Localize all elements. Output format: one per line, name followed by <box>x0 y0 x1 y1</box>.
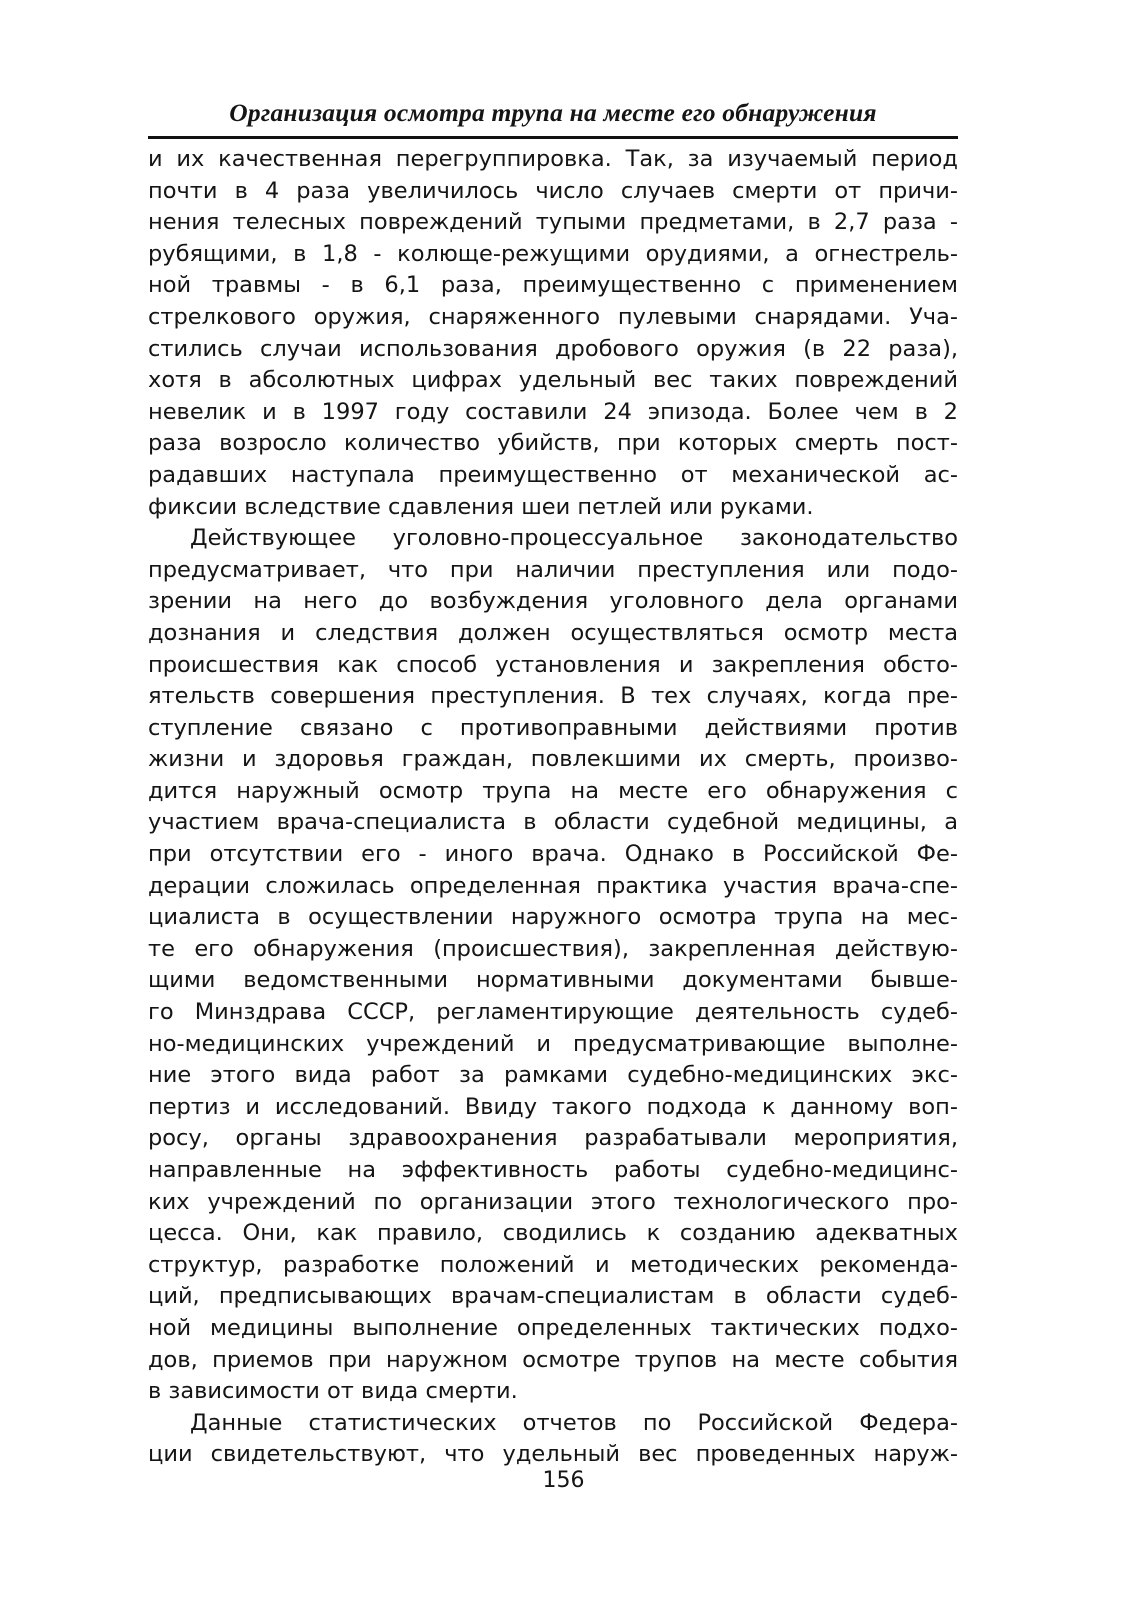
running-title: Организация осмотра трупа на месте его обнаружения <box>229 98 877 127</box>
text-line: те его обнаружения (происшествия), закрепленная действую- <box>148 935 958 962</box>
paragraph-2 <box>148 523 958 1408</box>
text-line: ние этого вида работ за рамками судебно-медицинских экс- <box>148 1062 958 1089</box>
text-line: участием врача-специалиста в области судебной медицины, а <box>148 809 958 836</box>
text-line: предусматривает, что при наличии преступления или подо- <box>148 556 958 583</box>
page-header <box>148 96 958 144</box>
body-text <box>148 144 958 1471</box>
text-line: раза возросло количество убийств, при которых смерть пост- <box>148 430 958 457</box>
text-line: дерации сложилась определенная практика участия врача-спе- <box>148 872 958 899</box>
text-line: при отсутствии его - иного врача. Однако в Российской Фе- <box>148 841 958 868</box>
text-line: стрелкового оружия, снаряженного пулевыми снарядами. Уча- <box>148 303 958 330</box>
text-line: дознания и следствия должен осуществляться осмотр места <box>148 619 958 646</box>
text-line: ной травмы - в 6,1 раза, преимущественно с применением <box>148 272 958 299</box>
text-line: радавших наступала преимущественно от механической ас- <box>148 461 958 488</box>
paragraph-1 <box>148 144 958 523</box>
text-line: ятельств совершения преступления. В тех случаях, когда пре- <box>148 683 958 710</box>
text-line: Данные статистических отчетов по Российской Федера- <box>190 1409 958 1436</box>
text-line: ции свидетельствуют, что удельный вес проведенных наруж- <box>148 1441 958 1468</box>
header-rule <box>148 136 958 139</box>
text-line: происшествия как способ установления и закрепления обсто- <box>148 651 958 678</box>
paragraph-3 <box>148 1408 958 1471</box>
text-line: невелик и в 1997 году составили 24 эпизода. Более чем в 2 <box>148 398 958 425</box>
text-line: го Минздрава СССР, регламентирующие деятельность судеб- <box>148 999 958 1026</box>
text-line: жизни и здоровья граждан, повлекшими их смерть, произво- <box>148 746 958 773</box>
text-line: дится наружный осмотр трупа на месте его обнаружения с <box>148 777 958 804</box>
page-number: 156 <box>542 1468 585 1493</box>
text-line: почти в 4 раза увеличилось число случаев смерти от причи- <box>148 177 958 204</box>
text-line: ной медицины выполнение определенных тактических подхо- <box>148 1314 958 1341</box>
text-line: Действующее уголовно-процессуальное законодательство <box>190 525 958 552</box>
text-line: ступление связано с противоправными действиями против <box>148 714 958 741</box>
text-line: ких учреждений по организации этого технологического про- <box>148 1188 958 1215</box>
text-line: структур, разработке положений и методических рекоменда- <box>148 1251 958 1278</box>
text-line: стились случаи использования дробового оружия (в 22 раза), <box>148 335 958 362</box>
text-line: рубящими, в 1,8 - колюще-режущими орудиями, а огнестрель- <box>148 240 958 267</box>
text-line: нения телесных повреждений тупыми предметами, в 2,7 раза - <box>148 209 958 236</box>
text-line: фиксии вследствие сдавления шеи петлей или руками. <box>148 493 814 520</box>
text-line: хотя в абсолютных цифрах удельный вес таких повреждений <box>148 367 958 394</box>
text-line: но-медицинских учреждений и предусматривающие выполне- <box>148 1030 958 1057</box>
text-line: в зависимости от вида смерти. <box>148 1378 518 1405</box>
text-line: росу, органы здравоохранения разрабатывали мероприятия, <box>148 1125 958 1152</box>
text-line: направленные на эффективность работы судебно-медицинс- <box>148 1157 958 1183</box>
text-line: ций, предписывающих врачам-специалистам в области судеб- <box>148 1283 958 1310</box>
text-line: циалиста в осуществлении наружного осмотра трупа на мес- <box>148 904 958 931</box>
text-line: и их качественная перегруппировка. Так, за изучаемый период <box>148 146 958 172</box>
text-line: зрении на него до возбуждения уголовного дела органами <box>148 588 958 615</box>
text-line: пертиз и исследований. Ввиду такого подхода к данному воп- <box>148 1093 958 1120</box>
text-line: цесса. Они, как правило, сводились к созданию адекватных <box>148 1220 958 1247</box>
text-line: дов, приемов при наружном осмотре трупов на месте события <box>148 1346 958 1373</box>
text-line: щими ведомственными нормативными документами бывше- <box>148 967 958 994</box>
